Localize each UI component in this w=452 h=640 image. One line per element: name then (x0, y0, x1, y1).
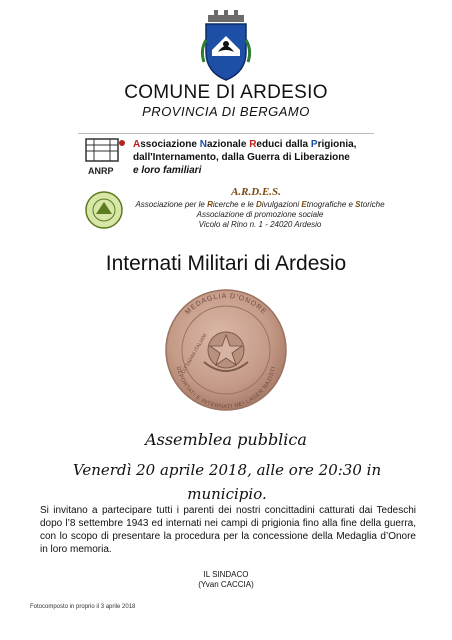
ardes-line-2: Associazione di promozione sociale (196, 210, 324, 219)
medal-inscription-left: CITTADINI ITALIANI (180, 332, 209, 375)
anrp-line-1: Associazione Nazionale Reduci dalla Prigionia, (133, 139, 357, 150)
ardes-line-1: Associazione per le Ricerche e le Divulgazioni Etnografiche e Storiche (135, 200, 385, 209)
header-divider (78, 133, 374, 134)
anrp-line-2: dall'Internamento, dalla Guerra di Liberazione (133, 152, 350, 163)
ardesio-crest-icon (198, 10, 254, 82)
event-heading: Assemblea pubblica (145, 430, 307, 449)
invitation-paragraph: Si invitano a partecipare tutti i parenti dei nostri concittadini catturati dai Tedeschi dopo l’8 settembre 1943 ed internati nei campi di prigionia fino alla fine della guerra, con lo scopo di presentare la procedura per la concessione della Medaglia d’Onore in loro memoria. (40, 505, 416, 555)
event-details-line-1: Venerdì 20 aprile 2018, alle ore 20:30 in (72, 461, 382, 479)
event-details (52, 458, 402, 506)
ardes-line-3: Vicolo al Rino n. 1 - 24020 Ardesio (198, 220, 322, 229)
anrp-line-3: e loro familiari (133, 165, 202, 176)
anrp-logo-label: ANRP (88, 166, 114, 176)
signature-name: (Yvan CACCIA) (198, 580, 254, 589)
comune-heading: COMUNE DI ARDESIO (124, 82, 328, 103)
event-details-line-2: municipio. (187, 485, 267, 503)
medal-inscription-bottom: DEPORTATI E INTERNATI NEI LAGER NAZISTI (174, 365, 278, 411)
signature-block (150, 570, 302, 590)
anrp-description (133, 138, 383, 177)
medal-of-honour-icon (146, 288, 306, 412)
provincia-heading: PROVINCIA DI BERGAMO (142, 104, 310, 119)
ardes-title: A.R.D.E.S. (231, 186, 281, 198)
page-title: Internati Militari di Ardesio (105, 252, 347, 275)
medal-inscription-top: MEDAGLIA D'ONORE (184, 292, 268, 317)
signature-role: IL SINDACO (203, 570, 249, 579)
ardes-description (110, 200, 410, 230)
footer-note: Fotocomposto in proprio il 3 aprile 2018 (30, 604, 136, 610)
